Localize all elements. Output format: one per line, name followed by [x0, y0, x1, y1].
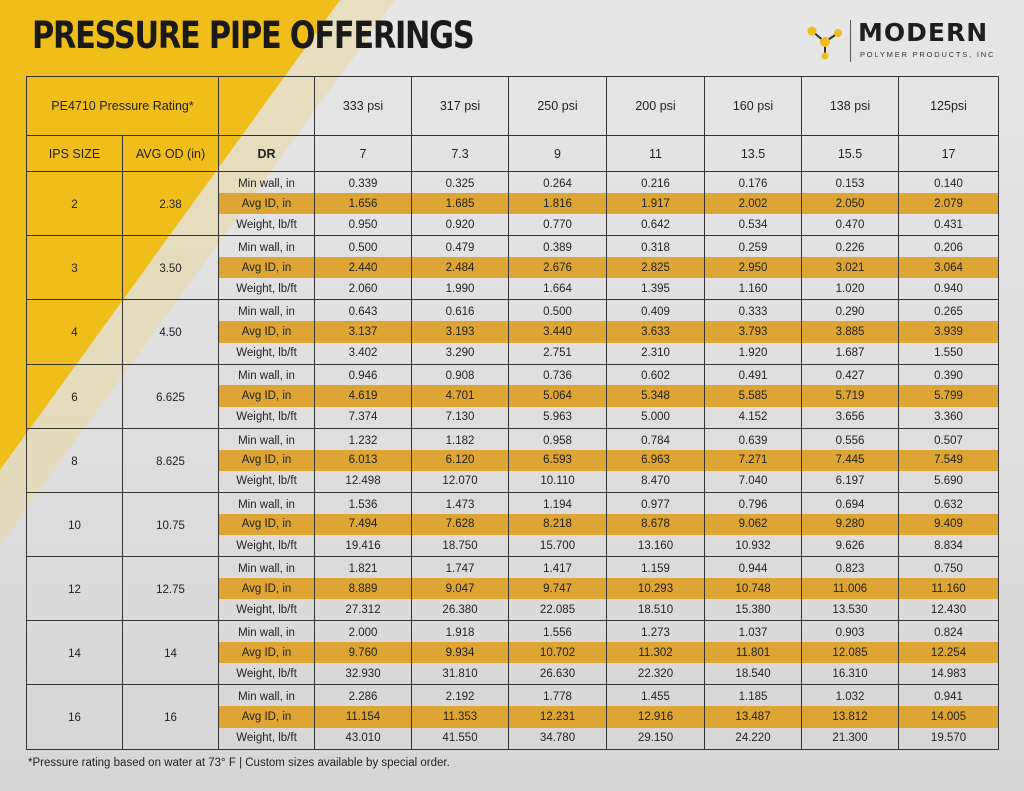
value-cell: 0.694 — [802, 492, 899, 513]
value-cell: 1.664 — [509, 278, 607, 299]
value-cell: 1.816 — [509, 193, 607, 214]
value-cell: 0.643 — [315, 300, 412, 321]
rating-cell: 200 psi — [607, 77, 705, 136]
value-cell: 3.290 — [412, 343, 509, 364]
value-cell: 1.550 — [899, 343, 999, 364]
ips-size-cell: 2 — [27, 172, 123, 236]
row-label: Weight, lb/ft — [219, 535, 315, 556]
value-cell: 12.070 — [412, 471, 509, 492]
dr-cell: 7.3 — [412, 136, 509, 172]
value-cell: 3.939 — [899, 321, 999, 342]
value-cell: 0.153 — [802, 172, 899, 193]
value-cell: 31.810 — [412, 663, 509, 684]
row-label: Min wall, in — [219, 172, 315, 193]
value-cell: 9.747 — [509, 578, 607, 599]
value-cell: 5.799 — [899, 385, 999, 406]
value-cell: 1.194 — [509, 492, 607, 513]
value-cell: 9.934 — [412, 642, 509, 663]
value-cell: 6.013 — [315, 450, 412, 471]
value-cell: 0.796 — [705, 492, 802, 513]
value-cell: 0.977 — [607, 492, 705, 513]
value-cell: 1.273 — [607, 621, 705, 642]
value-cell: 8.218 — [509, 514, 607, 535]
value-cell: 11.160 — [899, 578, 999, 599]
value-cell: 7.494 — [315, 514, 412, 535]
value-cell: 0.431 — [899, 214, 999, 235]
value-cell: 2.050 — [802, 193, 899, 214]
value-cell: 1.687 — [802, 343, 899, 364]
company-logo — [806, 18, 998, 64]
avg-od-cell: 10.75 — [123, 492, 219, 556]
value-cell: 10.293 — [607, 578, 705, 599]
value-cell: 14.983 — [899, 663, 999, 684]
row-label: Min wall, in — [219, 492, 315, 513]
value-cell: 1.473 — [412, 492, 509, 513]
value-cell: 1.920 — [705, 343, 802, 364]
value-cell: 1.685 — [412, 193, 509, 214]
value-cell: 7.628 — [412, 514, 509, 535]
avg-od-cell: 2.38 — [123, 172, 219, 236]
avg-od-cell: 6.625 — [123, 364, 219, 428]
avg-od-cell: 3.50 — [123, 236, 219, 300]
avg-od-cell: 4.50 — [123, 300, 219, 364]
value-cell: 2.000 — [315, 621, 412, 642]
value-cell: 0.259 — [705, 236, 802, 257]
ips-size-cell: 14 — [27, 621, 123, 685]
value-cell: 6.963 — [607, 450, 705, 471]
value-cell: 3.402 — [315, 343, 412, 364]
value-cell: 0.216 — [607, 172, 705, 193]
value-cell: 0.784 — [607, 428, 705, 449]
value-cell: 9.626 — [802, 535, 899, 556]
value-cell: 13.812 — [802, 706, 899, 727]
value-cell: 0.333 — [705, 300, 802, 321]
avg-od-cell: 8.625 — [123, 428, 219, 492]
value-cell: 8.470 — [607, 471, 705, 492]
value-cell: 11.353 — [412, 706, 509, 727]
value-cell: 5.963 — [509, 407, 607, 428]
value-cell: 7.549 — [899, 450, 999, 471]
row-label: Weight, lb/ft — [219, 471, 315, 492]
ips-size-cell: 10 — [27, 492, 123, 556]
dr-header: DR — [219, 136, 315, 172]
value-cell: 0.632 — [899, 492, 999, 513]
value-cell: 10.748 — [705, 578, 802, 599]
value-cell: 12.231 — [509, 706, 607, 727]
value-cell: 0.736 — [509, 364, 607, 385]
value-cell: 4.152 — [705, 407, 802, 428]
value-cell: 3.137 — [315, 321, 412, 342]
value-cell: 0.500 — [315, 236, 412, 257]
value-cell: 1.185 — [705, 685, 802, 706]
value-cell: 2.484 — [412, 257, 509, 278]
value-cell: 22.085 — [509, 599, 607, 620]
value-cell: 2.079 — [899, 193, 999, 214]
value-cell: 24.220 — [705, 728, 802, 749]
value-cell: 0.920 — [412, 214, 509, 235]
value-cell: 15.700 — [509, 535, 607, 556]
value-cell: 1.395 — [607, 278, 705, 299]
value-cell: 9.062 — [705, 514, 802, 535]
value-cell: 1.821 — [315, 557, 412, 578]
value-cell: 2.440 — [315, 257, 412, 278]
row-label: Min wall, in — [219, 236, 315, 257]
pipe-offerings-table — [26, 76, 999, 750]
value-cell: 0.409 — [607, 300, 705, 321]
value-cell: 27.312 — [315, 599, 412, 620]
value-cell: 8.889 — [315, 578, 412, 599]
value-cell: 3.885 — [802, 321, 899, 342]
value-cell: 4.701 — [412, 385, 509, 406]
row-label: Avg ID, in — [219, 193, 315, 214]
value-cell: 0.265 — [899, 300, 999, 321]
row-label: Avg ID, in — [219, 578, 315, 599]
value-cell: 0.140 — [899, 172, 999, 193]
value-cell: 18.750 — [412, 535, 509, 556]
row-label: Avg ID, in — [219, 706, 315, 727]
value-cell: 0.318 — [607, 236, 705, 257]
value-cell: 6.120 — [412, 450, 509, 471]
value-cell: 11.801 — [705, 642, 802, 663]
value-cell: 1.918 — [412, 621, 509, 642]
value-cell: 0.770 — [509, 214, 607, 235]
value-cell: 2.192 — [412, 685, 509, 706]
value-cell: 18.510 — [607, 599, 705, 620]
value-cell: 1.778 — [509, 685, 607, 706]
value-cell: 5.719 — [802, 385, 899, 406]
ips-size-cell: 12 — [27, 557, 123, 621]
value-cell: 1.990 — [412, 278, 509, 299]
value-cell: 12.430 — [899, 599, 999, 620]
value-cell: 0.639 — [705, 428, 802, 449]
value-cell: 2.825 — [607, 257, 705, 278]
row-label: Weight, lb/ft — [219, 599, 315, 620]
value-cell: 0.940 — [899, 278, 999, 299]
value-cell: 7.040 — [705, 471, 802, 492]
value-cell: 6.593 — [509, 450, 607, 471]
table-row — [27, 685, 999, 706]
row-label: Weight, lb/ft — [219, 278, 315, 299]
value-cell: 7.374 — [315, 407, 412, 428]
value-cell: 13.160 — [607, 535, 705, 556]
value-cell: 4.619 — [315, 385, 412, 406]
value-cell: 7.445 — [802, 450, 899, 471]
table-row — [27, 428, 999, 449]
value-cell: 5.348 — [607, 385, 705, 406]
pressure-rating-row — [27, 77, 999, 136]
rating-label: PE4710 Pressure Rating* — [27, 77, 219, 136]
value-cell: 10.702 — [509, 642, 607, 663]
page-title: PRESSURE PIPE OFFERINGS — [32, 14, 474, 57]
value-cell: 13.487 — [705, 706, 802, 727]
value-cell: 0.470 — [802, 214, 899, 235]
value-cell: 43.010 — [315, 728, 412, 749]
value-cell: 0.479 — [412, 236, 509, 257]
value-cell: 1.020 — [802, 278, 899, 299]
row-label: Weight, lb/ft — [219, 343, 315, 364]
value-cell: 11.154 — [315, 706, 412, 727]
value-cell: 14.005 — [899, 706, 999, 727]
value-cell: 2.950 — [705, 257, 802, 278]
value-cell: 12.916 — [607, 706, 705, 727]
value-cell: 3.193 — [412, 321, 509, 342]
value-cell: 2.751 — [509, 343, 607, 364]
value-cell: 1.747 — [412, 557, 509, 578]
rating-cell: 317 psi — [412, 77, 509, 136]
value-cell: 0.325 — [412, 172, 509, 193]
value-cell: 0.823 — [802, 557, 899, 578]
rating-cell: 138 psi — [802, 77, 899, 136]
value-cell: 1.556 — [509, 621, 607, 642]
value-cell: 0.941 — [899, 685, 999, 706]
rating-cell: 125psi — [899, 77, 999, 136]
table-row — [27, 236, 999, 257]
ips-size-cell: 6 — [27, 364, 123, 428]
row-label: Min wall, in — [219, 621, 315, 642]
value-cell: 2.310 — [607, 343, 705, 364]
rating-cell: 250 psi — [509, 77, 607, 136]
value-cell: 0.500 — [509, 300, 607, 321]
rating-cell: 333 psi — [315, 77, 412, 136]
value-cell: 1.455 — [607, 685, 705, 706]
value-cell: 2.060 — [315, 278, 412, 299]
value-cell: 3.633 — [607, 321, 705, 342]
value-cell: 11.006 — [802, 578, 899, 599]
footnote: *Pressure rating based on water at 73° F | Custom sizes available by special order. — [28, 757, 450, 769]
value-cell: 0.958 — [509, 428, 607, 449]
value-cell: 9.760 — [315, 642, 412, 663]
value-cell: 7.130 — [412, 407, 509, 428]
value-cell: 1.656 — [315, 193, 412, 214]
value-cell: 0.903 — [802, 621, 899, 642]
value-cell: 0.616 — [412, 300, 509, 321]
value-cell: 5.000 — [607, 407, 705, 428]
value-cell: 2.676 — [509, 257, 607, 278]
value-cell: 7.271 — [705, 450, 802, 471]
value-cell: 0.556 — [802, 428, 899, 449]
ips-size-cell: 3 — [27, 236, 123, 300]
value-cell: 0.264 — [509, 172, 607, 193]
table-row — [27, 172, 999, 193]
rating-spacer — [219, 77, 315, 136]
avg-od-header: AVG OD (in) — [123, 136, 219, 172]
row-label: Weight, lb/ft — [219, 214, 315, 235]
value-cell: 0.534 — [705, 214, 802, 235]
value-cell: 0.602 — [607, 364, 705, 385]
value-cell: 0.390 — [899, 364, 999, 385]
value-cell: 2.286 — [315, 685, 412, 706]
row-label: Min wall, in — [219, 557, 315, 578]
dr-cell: 7 — [315, 136, 412, 172]
dr-cell: 9 — [509, 136, 607, 172]
value-cell: 3.064 — [899, 257, 999, 278]
value-cell: 32.930 — [315, 663, 412, 684]
dr-cell: 11 — [607, 136, 705, 172]
value-cell: 1.032 — [802, 685, 899, 706]
ips-size-header: IPS SIZE — [27, 136, 123, 172]
molecule-icon — [806, 22, 844, 60]
value-cell: 26.630 — [509, 663, 607, 684]
avg-od-cell: 12.75 — [123, 557, 219, 621]
value-cell: 0.491 — [705, 364, 802, 385]
dr-cell: 13.5 — [705, 136, 802, 172]
value-cell: 12.085 — [802, 642, 899, 663]
value-cell: 26.380 — [412, 599, 509, 620]
value-cell: 9.047 — [412, 578, 509, 599]
value-cell: 1.536 — [315, 492, 412, 513]
value-cell: 10.932 — [705, 535, 802, 556]
value-cell: 9.409 — [899, 514, 999, 535]
value-cell: 0.176 — [705, 172, 802, 193]
row-label: Weight, lb/ft — [219, 728, 315, 749]
value-cell: 29.150 — [607, 728, 705, 749]
value-cell: 5.064 — [509, 385, 607, 406]
ips-size-cell: 16 — [27, 685, 123, 749]
row-label: Weight, lb/ft — [219, 407, 315, 428]
row-label: Weight, lb/ft — [219, 663, 315, 684]
row-label: Min wall, in — [219, 685, 315, 706]
value-cell: 0.950 — [315, 214, 412, 235]
row-label: Avg ID, in — [219, 321, 315, 342]
value-cell: 1.417 — [509, 557, 607, 578]
dr-cell: 17 — [899, 136, 999, 172]
value-cell: 3.656 — [802, 407, 899, 428]
value-cell: 1.159 — [607, 557, 705, 578]
value-cell: 13.530 — [802, 599, 899, 620]
value-cell: 3.021 — [802, 257, 899, 278]
value-cell: 12.254 — [899, 642, 999, 663]
table-row — [27, 364, 999, 385]
row-label: Avg ID, in — [219, 257, 315, 278]
avg-od-cell: 16 — [123, 685, 219, 749]
row-label: Avg ID, in — [219, 385, 315, 406]
value-cell: 19.570 — [899, 728, 999, 749]
value-cell: 0.290 — [802, 300, 899, 321]
ips-size-cell: 4 — [27, 300, 123, 364]
table-row — [27, 621, 999, 642]
row-label: Min wall, in — [219, 364, 315, 385]
value-cell: 22.320 — [607, 663, 705, 684]
row-label: Avg ID, in — [219, 450, 315, 471]
value-cell: 11.302 — [607, 642, 705, 663]
value-cell: 41.550 — [412, 728, 509, 749]
value-cell: 0.944 — [705, 557, 802, 578]
value-cell: 0.427 — [802, 364, 899, 385]
value-cell: 0.507 — [899, 428, 999, 449]
value-cell: 6.197 — [802, 471, 899, 492]
value-cell: 10.110 — [509, 471, 607, 492]
row-label: Min wall, in — [219, 428, 315, 449]
value-cell: 1.160 — [705, 278, 802, 299]
value-cell: 19.416 — [315, 535, 412, 556]
row-label: Avg ID, in — [219, 514, 315, 535]
value-cell: 5.690 — [899, 471, 999, 492]
avg-od-cell: 14 — [123, 621, 219, 685]
value-cell: 0.824 — [899, 621, 999, 642]
logo-divider — [850, 20, 851, 62]
value-cell: 1.037 — [705, 621, 802, 642]
row-label: Avg ID, in — [219, 642, 315, 663]
value-cell: 1.917 — [607, 193, 705, 214]
value-cell: 5.585 — [705, 385, 802, 406]
value-cell: 12.498 — [315, 471, 412, 492]
value-cell: 21.300 — [802, 728, 899, 749]
value-cell: 0.946 — [315, 364, 412, 385]
value-cell: 16.310 — [802, 663, 899, 684]
value-cell: 2.002 — [705, 193, 802, 214]
dr-row — [27, 136, 999, 172]
logo-name: MODERN — [858, 18, 989, 47]
dr-cell: 15.5 — [802, 136, 899, 172]
value-cell: 0.750 — [899, 557, 999, 578]
table-row — [27, 557, 999, 578]
value-cell: 18.540 — [705, 663, 802, 684]
value-cell: 8.678 — [607, 514, 705, 535]
pipe-data-body — [27, 172, 999, 750]
value-cell: 1.182 — [412, 428, 509, 449]
value-cell: 9.280 — [802, 514, 899, 535]
value-cell: 0.908 — [412, 364, 509, 385]
logo-subtitle: POLYMER PRODUCTS, INC — [860, 50, 996, 59]
value-cell: 0.339 — [315, 172, 412, 193]
value-cell: 0.642 — [607, 214, 705, 235]
ips-size-cell: 8 — [27, 428, 123, 492]
value-cell: 0.389 — [509, 236, 607, 257]
value-cell: 15.380 — [705, 599, 802, 620]
value-cell: 3.360 — [899, 407, 999, 428]
rating-cell: 160 psi — [705, 77, 802, 136]
value-cell: 34.780 — [509, 728, 607, 749]
value-cell: 1.232 — [315, 428, 412, 449]
value-cell: 3.793 — [705, 321, 802, 342]
row-label: Min wall, in — [219, 300, 315, 321]
value-cell: 3.440 — [509, 321, 607, 342]
table-row — [27, 492, 999, 513]
table-row — [27, 300, 999, 321]
value-cell: 8.834 — [899, 535, 999, 556]
value-cell: 0.226 — [802, 236, 899, 257]
value-cell: 0.206 — [899, 236, 999, 257]
